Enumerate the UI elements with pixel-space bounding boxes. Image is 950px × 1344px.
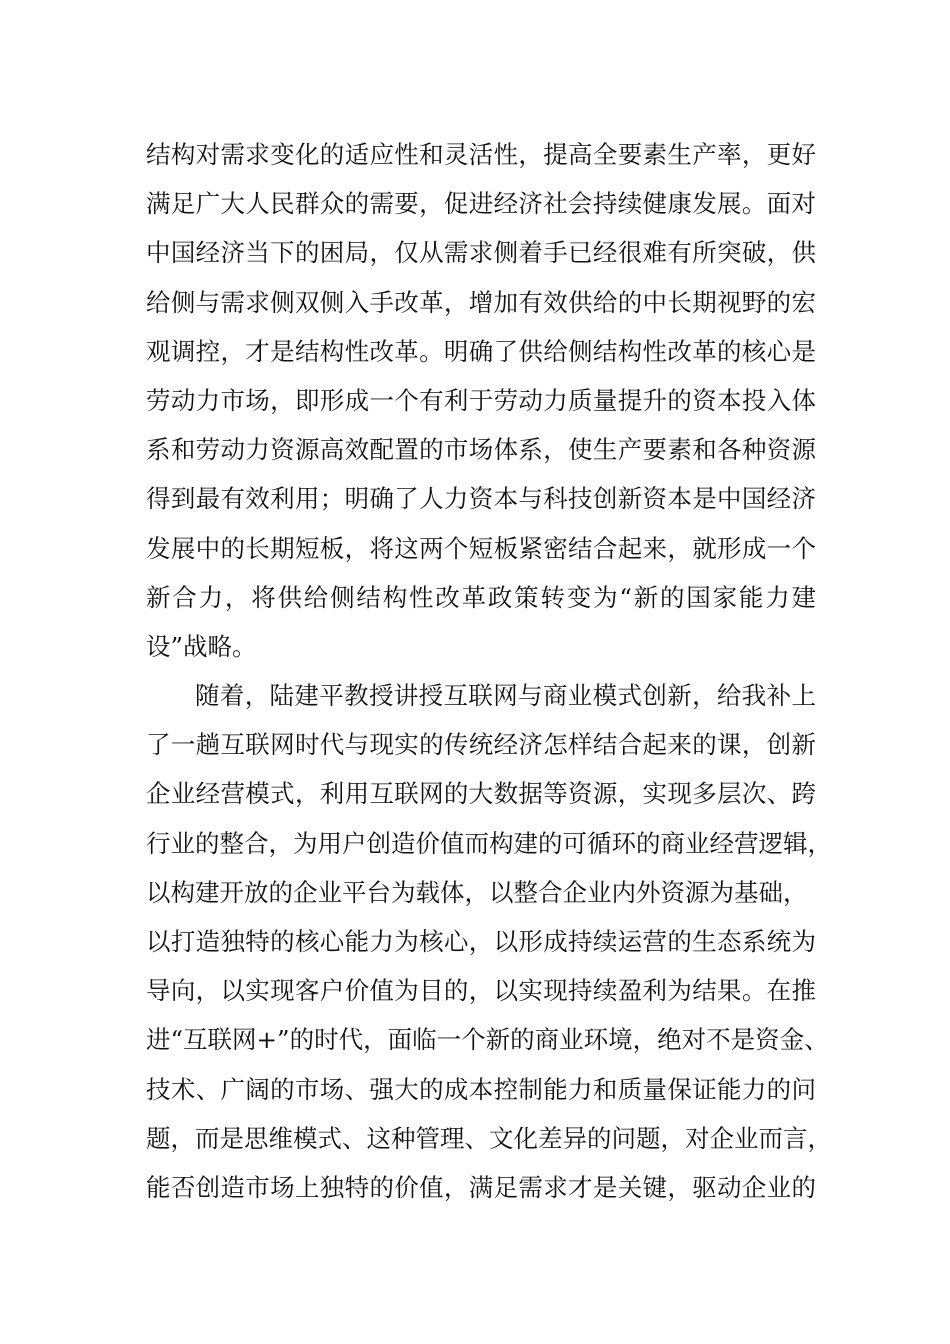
- text-line: 结构对需求变化的适应性和灵活性，提高全要素生产率，更好: [146, 140, 816, 169]
- text-line: 得到最有效利用；明确了人力资本与科技创新资本是中国经济: [146, 484, 816, 514]
- text-line: 导向，以实现客户价值为目的，以实现持续盈利为结果。在推: [146, 976, 816, 1006]
- text-line: 以构建开放的企业平台为载体，以整合企业内外资源为基础，: [146, 877, 808, 907]
- text-line: 中国经济当下的困局，仅从需求侧着手已经很难有所突破，供: [146, 238, 816, 268]
- text-line: 进“互联网+”的时代，面临一个新的商业环境，绝对不是资金、: [146, 1025, 829, 1055]
- text-line: 以打造独特的核心能力为核心，以形成持续运营的生态系统为: [146, 927, 816, 956]
- paragraph-1: [146, 130, 816, 671]
- text-line: 企业经营模式，利用互联网的大数据等资源，实现多层次、跨: [146, 779, 816, 809]
- text-line: 满足广大人民群众的需要，促进经济社会持续健康发展。面对: [146, 189, 816, 219]
- text-line: 观调控，才是结构性改革。明确了供给侧结构性改革的核心是: [146, 336, 816, 366]
- text-line: 技术、广阔的市场、强大的成本控制能力和质量保证能力的问: [146, 1074, 816, 1104]
- text-line: 了一趟互联网时代与现实的传统经济怎样结合起来的课，创新: [146, 730, 816, 760]
- text-line: 行业的整合，为用户创造价值而构建的可循环的商业经营逻辑，: [146, 828, 832, 858]
- text-line: 发展中的长期短板，将这两个短板紧密结合起来，就形成一个: [146, 533, 816, 563]
- text-line: 题，而是思维模式、这种管理、文化差异的问题，对企业而言，: [146, 1123, 832, 1153]
- text-line: 随着，陆建平教授讲授互联网与商业模式创新，给我补上: [195, 681, 816, 711]
- text-line: 设”战略。: [146, 631, 257, 661]
- text-line: 能否创造市场上独特的价值，满足需求才是关键，驱动企业的: [146, 1172, 816, 1202]
- text-line: 新合力，将供给侧结构性改革政策转变为“新的国家能力建: [146, 582, 816, 612]
- paragraph-2: [146, 671, 832, 1212]
- text-line: 给侧与需求侧双侧入手改革，增加有效供给的中长期视野的宏: [146, 287, 816, 317]
- text-line: 系和劳动力资源高效配置的市场体系，使生产要素和各种资源: [146, 435, 816, 465]
- text-line: 劳动力市场，即形成一个有利于劳动力质量提升的资本投入体: [146, 385, 816, 415]
- document-body: [146, 130, 832, 1212]
